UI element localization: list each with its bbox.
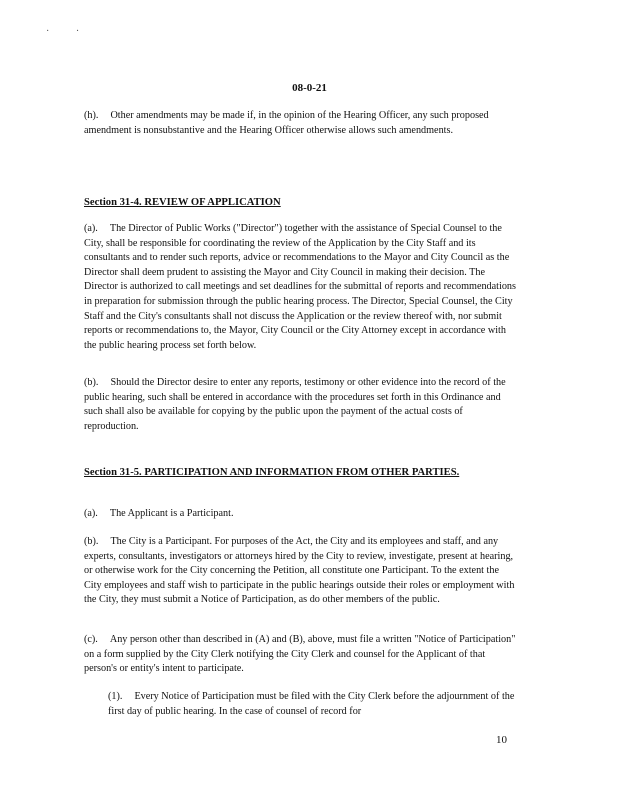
paragraph-h	[84, 109, 516, 138]
paragraph-label: (a).	[84, 508, 98, 519]
paragraph-label: (b).	[84, 377, 99, 388]
paragraph-text: Should the Director desire to enter any reports, testimony or other evidence into the record of the public hearing, such shall be entered in accordance with the procedures set forth in this Ordinance and such shall also be available for copying by the public upon the payment of the actual costs of reproduction.	[84, 377, 506, 432]
paragraph-text: Every Notice of Participation must be filed with the City Clerk before the adjournment of the first day of public hearing. In the case of counsel of record for	[108, 691, 515, 717]
paragraph-text: The City is a Participant. For purposes of the Act, the City and its employees and staff, and any experts, consultants, investigators or attorneys hired by the City to review, investigate, present at hearing, or otherwise work for the City concerning the Petition, all constitute one Participant. To the extent the City employees and staff wish to participate in the public hearings outside their roles or employment with the City, they must submit a Notice of Participation, as do other members of the public.	[84, 536, 515, 606]
paragraph-31-5-c-1	[108, 690, 516, 719]
paragraph-31-5-b	[84, 535, 516, 608]
paragraph-31-4-a	[84, 222, 516, 353]
section-31-5-heading	[84, 466, 464, 480]
paragraph-31-5-a	[84, 507, 516, 522]
paragraph-label: (b).	[84, 536, 99, 547]
paragraph-label: (h).	[84, 110, 99, 121]
paragraph-label: (c).	[84, 634, 98, 645]
section-31-4-heading	[84, 196, 516, 210]
paragraph-31-5-c	[84, 633, 516, 677]
paragraph-text: Other amendments may be made if, in the opinion of the Hearing Officer, any such proposed amendment is nonsubstantive and the Hearing Officer otherwise allows such amendments.	[84, 110, 489, 136]
paragraph-label: (1).	[108, 691, 123, 702]
paragraph-text: The Director of Public Works ("Director") together with the assistance of Special Counsel to the City, shall be responsible for coordinating the review of the Application by the City Staff and its consultants and to render such reports, advice or recommendations to the Mayor and City Council as the Director shall deem prudent to assisting the Mayor and City Council in making their decision. The Director is authorized to call meetings and set deadlines for the submittal of reports and recommendations in preparation for submission through the public hearing process. The Director, Special Counsel, the City Staff and the City's consultants shall not discuss the Application or the review thereof with, nor submit reports or recommendations to, the Mayor, City Council or the City Attorney except in accordance with the public hearing process set forth below.	[84, 223, 516, 351]
paragraph-31-4-b	[84, 376, 516, 434]
paragraph-text: The Applicant is a Participant.	[109, 508, 234, 519]
page-number: 10	[496, 734, 507, 746]
section-title: Section 31-4. REVIEW OF APPLICATION	[84, 197, 281, 208]
section-title: Section 31-5. PARTICIPATION AND INFORMATION FROM OTHER PARTIES.	[84, 467, 460, 478]
paragraph-label: (a).	[84, 223, 98, 234]
document-number-header: 08-0-21	[292, 82, 327, 94]
margin-marks: · ·	[46, 26, 92, 37]
paragraph-text: Any person other than described in (A) and (B), above, must file a written "Notice of Participation" on a form supplied by the City Clerk notifying the City Clerk and counsel for the Applicant of that person's or entity's intent to participate.	[84, 634, 516, 675]
